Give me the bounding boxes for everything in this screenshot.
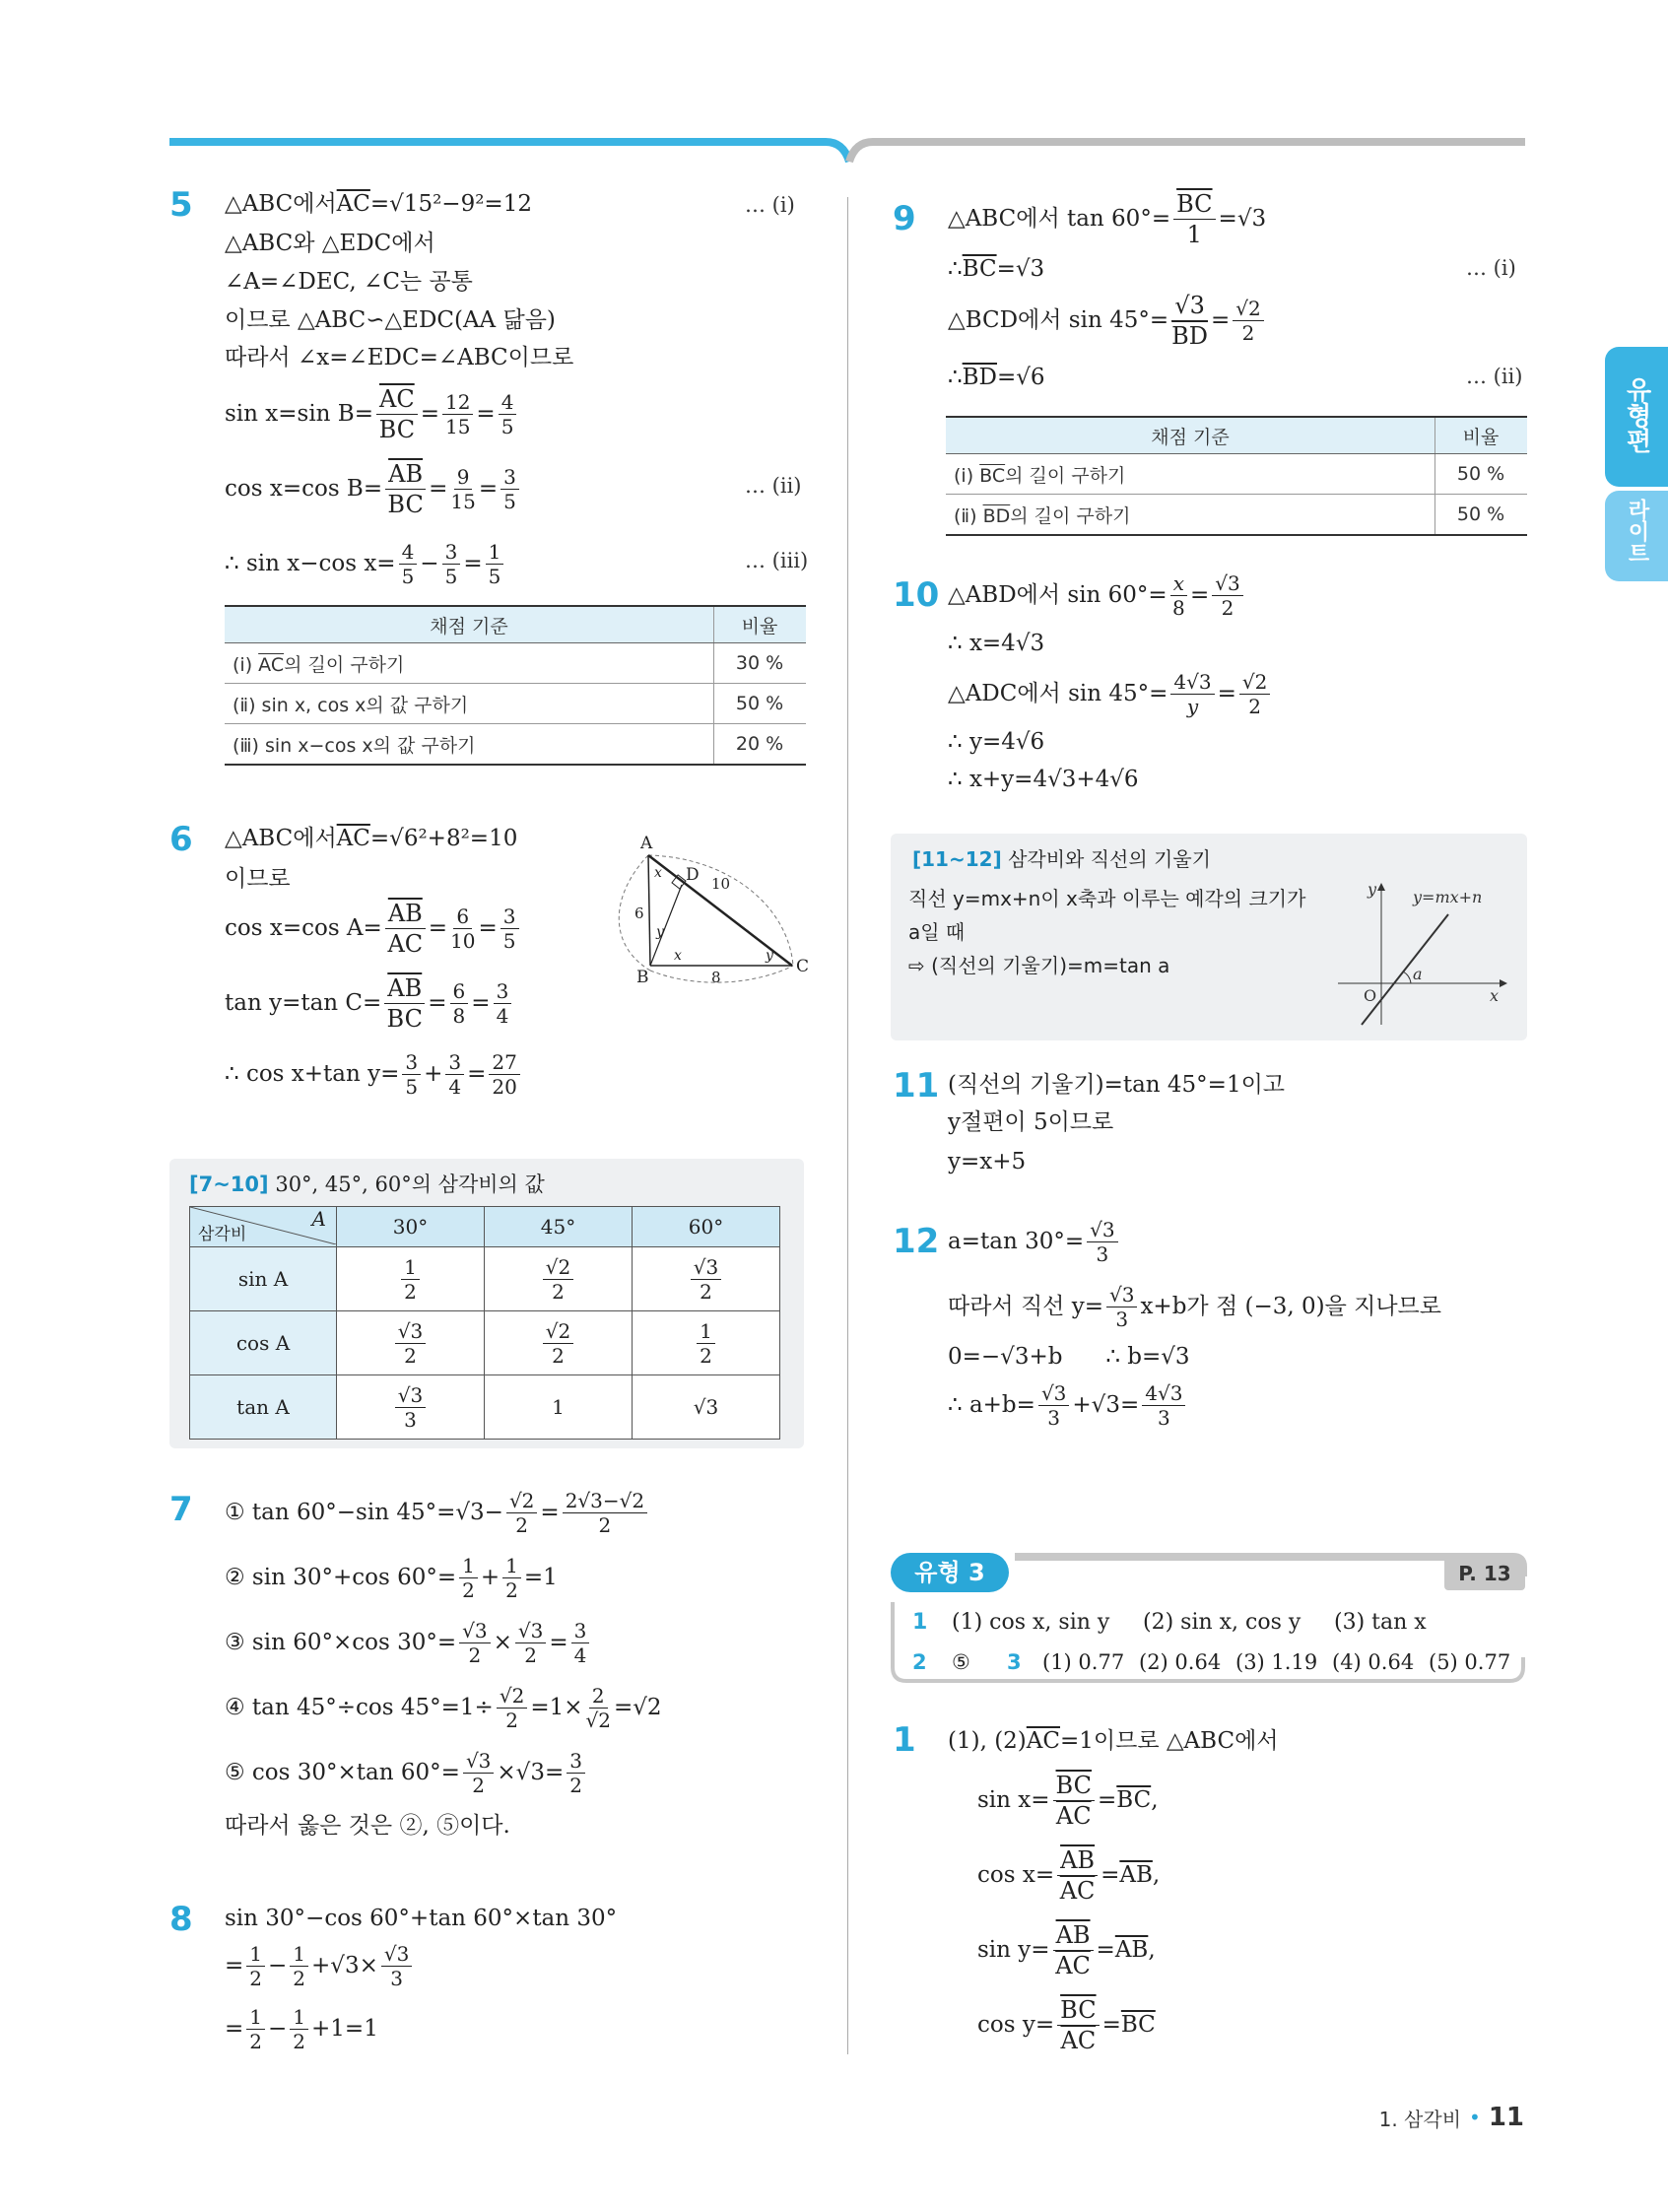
fig-label-c: C bbox=[796, 957, 810, 976]
p7-e-mid: ×√3= bbox=[497, 1760, 565, 1785]
p10-line2: ∴ x=4√3 bbox=[948, 631, 1045, 656]
type3-r2-num: 2 bbox=[912, 1650, 927, 1674]
p7-item1 bbox=[225, 1484, 650, 1541]
p5-res-frac1: $\frac{4}{5}$ bbox=[399, 540, 418, 588]
s1-b-pre: cos x= bbox=[977, 1862, 1055, 1888]
p5-res-frac3: $\frac{1}{5}$ bbox=[486, 540, 504, 588]
p5-res-eq: = bbox=[463, 551, 483, 576]
fig-side-10: 10 bbox=[711, 875, 731, 893]
p10-l3-frac1: $\frac{4√3}{y}$ bbox=[1170, 670, 1214, 718]
trig-corner-a: A bbox=[311, 1207, 326, 1231]
p5-tag3: … (ⅲ) bbox=[745, 549, 809, 572]
table-row: cos A $\frac{√3}{2}$ $\frac{√2}{2}$ $\frac{1}{2}$ bbox=[190, 1311, 780, 1375]
table-row: tan A $\frac{√3}{3}$ 1 √3 bbox=[190, 1375, 780, 1440]
p8-l2-op: − bbox=[268, 1953, 288, 1978]
type3-r3-e: (5) 0.77 bbox=[1429, 1650, 1511, 1674]
p10-line3 bbox=[948, 664, 1273, 723]
p7-a-frac2: $\frac{2√3-√2}{2}$ bbox=[563, 1489, 647, 1537]
s1-a-comma: , bbox=[1151, 1787, 1159, 1813]
p6-res-op: + bbox=[424, 1061, 443, 1087]
trig-title-num: [7~10] bbox=[189, 1173, 269, 1196]
s1-a-eq: = bbox=[1097, 1787, 1117, 1813]
p12-l2-pre: 따라서 직선 y= bbox=[948, 1294, 1103, 1319]
p5-sin-pre: sin x=sin B= bbox=[225, 401, 373, 427]
p9-l3-pre: △BCD에서 sin 45°= bbox=[948, 307, 1169, 333]
p8-l3-post: +1=1 bbox=[311, 2016, 378, 2042]
p5-cos-eq2: = bbox=[478, 476, 499, 502]
s1-c-eq: = bbox=[1096, 1937, 1115, 1963]
p5-sin-frac3: $\frac{4}{5}$ bbox=[499, 390, 517, 438]
slope-line2: a일 때 bbox=[908, 920, 966, 944]
trig-col-30: 30° bbox=[337, 1207, 485, 1247]
graph-y-label: y bbox=[1368, 880, 1377, 899]
p9-th-criteria: 채점 기준 bbox=[946, 417, 1435, 454]
s1-d-frac: $\frac{\overline{BC}}{AC}$ bbox=[1057, 1995, 1099, 2055]
p6-res-pre: ∴ cos x+tan y= bbox=[225, 1061, 400, 1087]
p8-l3-frac2: $\frac{1}{2}$ bbox=[290, 2005, 308, 2053]
p6-cos-pre: cos x=cos A= bbox=[225, 915, 382, 941]
table-row: (ⅰ) $\overline{AC}$의 길이 구하기 30 % bbox=[225, 643, 806, 684]
p12-line1 bbox=[948, 1212, 1121, 1271]
p6-tan-eq1: = bbox=[428, 990, 447, 1016]
p10-l1-frac2: $\frac{√3}{2}$ bbox=[1212, 571, 1242, 620]
p12-l2-frac: $\frac{√3}{3}$ bbox=[1106, 1283, 1137, 1331]
p10-l3-eq: = bbox=[1217, 681, 1236, 706]
graph-x-label: x bbox=[1490, 986, 1500, 1005]
p8-l2-frac2: $\frac{1}{2}$ bbox=[290, 1942, 308, 1990]
slope-graph bbox=[1330, 877, 1517, 1035]
p5-result-line bbox=[225, 536, 506, 591]
side-tab-upper[interactable] bbox=[1605, 347, 1668, 487]
p6-result-line bbox=[225, 1046, 523, 1102]
s1-a-res: $\overline{BC}$ bbox=[1116, 1787, 1152, 1813]
p5-th-ratio: 비율 bbox=[714, 606, 807, 643]
p5-cos-frac3: $\frac{3}{5}$ bbox=[500, 465, 519, 513]
p5-tag1: … (ⅰ) bbox=[745, 193, 795, 217]
p9-l3-eq: = bbox=[1211, 307, 1231, 333]
fig-side-6: 6 bbox=[634, 905, 644, 922]
p7-item5 bbox=[225, 1744, 588, 1801]
p12-line4 bbox=[948, 1375, 1188, 1435]
p7-b-post: =1 bbox=[523, 1565, 558, 1590]
p6-res-frac2: $\frac{3}{4}$ bbox=[445, 1050, 464, 1099]
fig-side-8: 8 bbox=[711, 969, 721, 986]
p8-l2-mid: +√3× bbox=[311, 1953, 378, 1978]
slope-line1: 직선 y=mx+n이 x축과 이루는 예각의 크기가 bbox=[908, 887, 1306, 910]
table-row: sin A $\frac{1}{2}$ $\frac{√2}{2}$ $\frac{√3}{2}$ bbox=[190, 1247, 780, 1311]
table-row: (ⅱ) $\overline{BD}$의 길이 구하기 50 % bbox=[946, 495, 1527, 536]
trig-col-45: 45° bbox=[485, 1207, 633, 1247]
p7-a-frac1: $\frac{√2}{2}$ bbox=[506, 1489, 537, 1537]
p7-a-pre: ① tan 60°−sin 45°=√3− bbox=[225, 1500, 503, 1525]
fig-angle-y2: y bbox=[766, 948, 773, 964]
p7-d-mid: =1× bbox=[530, 1695, 583, 1720]
p7-d-post: =√2 bbox=[613, 1695, 662, 1720]
p6-tan-frac3: $\frac{3}{4}$ bbox=[494, 979, 512, 1028]
s1-b-res: $\overline{AB}$ bbox=[1119, 1862, 1153, 1888]
p6-cos-line bbox=[225, 899, 522, 958]
type3-r1-b: (2) sin x, cos y bbox=[1143, 1610, 1301, 1635]
side-tab-lower-label: 라이트 bbox=[1625, 499, 1649, 564]
p5-cos-frac1: $\frac{\overline{AB}}{BC}$ bbox=[385, 459, 426, 519]
p10-line4: ∴ y=4√6 bbox=[948, 729, 1045, 755]
p10-l3-frac2: $\frac{√2}{2}$ bbox=[1239, 670, 1270, 718]
p9-l1-post: =√3 bbox=[1218, 206, 1267, 232]
p9-l3-frac1: $\frac{√3}{BD}$ bbox=[1171, 291, 1209, 350]
p5-sin-eq1: = bbox=[420, 401, 439, 427]
p9-line2 bbox=[948, 254, 1044, 284]
p6-cos-frac2: $\frac{6}{10}$ bbox=[450, 904, 476, 953]
p9-line4 bbox=[948, 363, 1045, 392]
p12-line2 bbox=[948, 1277, 1441, 1336]
p5-th-criteria: 채점 기준 bbox=[225, 606, 714, 643]
s1-sin-x bbox=[977, 1770, 1159, 1831]
trig-title: 30°, 45°, 60°의 삼각비의 값 bbox=[275, 1173, 545, 1196]
p9-l3-frac2: $\frac{√2}{2}$ bbox=[1233, 297, 1263, 345]
trig-col-60: 60° bbox=[633, 1207, 780, 1247]
p10-l1-frac1: $\frac{x}{8}$ bbox=[1170, 571, 1187, 620]
s1-cos-y bbox=[977, 1994, 1156, 2055]
p12-l4-frac2: $\frac{4√3}{3}$ bbox=[1142, 1381, 1185, 1430]
type3-r1-c: (3) tan x bbox=[1334, 1610, 1427, 1635]
s1-c-pre: sin y= bbox=[977, 1937, 1050, 1963]
p5-res-pre: ∴ sin x−cos x= bbox=[225, 551, 396, 576]
p6-cos-eq1: = bbox=[428, 915, 448, 941]
p6-tan-pre: tan y=tan C= bbox=[225, 990, 382, 1016]
fig-label-a: A bbox=[640, 834, 653, 853]
fig-angle-x1: x bbox=[654, 865, 662, 881]
p9-l2-post: =√3 bbox=[996, 256, 1045, 282]
column-divider bbox=[847, 197, 848, 2054]
problem-7-number: 7 bbox=[169, 1490, 193, 1529]
p8-l3-pre: = bbox=[225, 2016, 244, 2042]
p10-l3-pre: △ADC에서 sin 45°= bbox=[948, 681, 1168, 706]
p8-l3-op: − bbox=[268, 2016, 288, 2042]
p6-line1-text: △ABC에서 bbox=[225, 826, 337, 851]
p7-b-frac2: $\frac{1}{2}$ bbox=[502, 1554, 521, 1602]
p5-cos-pre: cos x=cos B= bbox=[225, 476, 383, 502]
fig-angle-x2: x bbox=[674, 948, 682, 964]
footer-bullet: • bbox=[1469, 2106, 1481, 2129]
s1-d-res: $\overline{BC}$ bbox=[1120, 2012, 1156, 2038]
p6-triangle-figure bbox=[601, 828, 818, 995]
p7-e-frac2: $\frac{3}{2}$ bbox=[567, 1749, 585, 1797]
p5-sin-frac1: $\frac{\overline{AC}}{BC}$ bbox=[376, 384, 418, 444]
p10-line1 bbox=[948, 566, 1246, 625]
type3-badge: 유형 3 bbox=[891, 1553, 1009, 1592]
p7-c-frac3: $\frac{3}{4}$ bbox=[571, 1619, 590, 1667]
p8-l2-frac1: $\frac{1}{2}$ bbox=[246, 1942, 265, 1990]
s1-seg-ac: $\overline{AC}$ bbox=[1026, 1728, 1060, 1754]
s1-line1 bbox=[948, 1726, 1279, 1756]
p12-line3: 0=−√3+b ∴ b=√3 bbox=[948, 1344, 1190, 1370]
table-row: (ⅲ) sin x−cos x의 값 구하기 20 % bbox=[225, 724, 806, 766]
p10-l1-eq: = bbox=[1190, 582, 1210, 608]
p11-line1: (직선의 기울기)=tan 45°=1이고 bbox=[948, 1072, 1286, 1098]
p7-c-frac2: $\frac{√3}{2}$ bbox=[515, 1619, 546, 1667]
p7-item2 bbox=[225, 1549, 558, 1606]
p7-d-frac2: $\frac{2}{√2}$ bbox=[585, 1683, 611, 1732]
p7-b-frac1: $\frac{1}{2}$ bbox=[459, 1554, 478, 1602]
p7-item3 bbox=[225, 1614, 592, 1671]
p5-cos-frac2: $\frac{9}{15}$ bbox=[450, 464, 476, 513]
problem-12-number: 12 bbox=[893, 1222, 940, 1261]
s1-l1-pre: (1), (2) bbox=[948, 1728, 1027, 1754]
side-tab-lower[interactable] bbox=[1605, 491, 1668, 581]
problem-6-number: 6 bbox=[169, 820, 193, 859]
fig-label-b: B bbox=[636, 968, 649, 987]
p5-seg-ac: $\overline{AC}$ bbox=[336, 191, 370, 217]
s1-cos-x bbox=[977, 1844, 1160, 1906]
p9-tag1: … (ⅰ) bbox=[1466, 256, 1516, 280]
p5-res-op: − bbox=[420, 551, 439, 576]
slope-title-num: [11~12] bbox=[912, 847, 1002, 871]
type3-r3-b: (2) 0.64 bbox=[1139, 1650, 1222, 1674]
p5-sin-frac2: $\frac{12}{15}$ bbox=[442, 390, 473, 438]
p7-d-frac1: $\frac{√2}{2}$ bbox=[497, 1684, 527, 1732]
p6-seg-ac: $\overline{AC}$ bbox=[336, 826, 370, 851]
p9-l4-post: =√6 bbox=[996, 365, 1045, 390]
problem-11-number: 11 bbox=[893, 1066, 940, 1106]
p5-scoring-table bbox=[225, 605, 806, 766]
p12-l4-mid: +√3= bbox=[1072, 1392, 1140, 1418]
type3-page-ref[interactable]: P. 13 bbox=[1444, 1557, 1525, 1590]
s1-a-pre: sin x= bbox=[977, 1787, 1050, 1813]
type3-r3-d: (4) 0.64 bbox=[1332, 1650, 1415, 1674]
p9-seg-bd: $\overline{BD}$ bbox=[962, 365, 997, 390]
p8-l2-frac3: $\frac{√3}{3}$ bbox=[381, 1942, 412, 1990]
p5-tag2: … (ⅱ) bbox=[745, 474, 802, 498]
s1-b-comma: , bbox=[1152, 1862, 1161, 1888]
p9-seg-bc: $\overline{BC}$ bbox=[962, 256, 997, 282]
p7-c-op: × bbox=[493, 1630, 512, 1655]
p6-cos-frac1: $\frac{\overline{AB}}{AC}$ bbox=[385, 899, 426, 959]
p6-res-frac1: $\frac{3}{5}$ bbox=[402, 1050, 421, 1099]
p9-tag2: … (ⅱ) bbox=[1466, 365, 1523, 388]
fig-label-d: D bbox=[686, 865, 700, 885]
p7-c-pre: ③ sin 60°×cos 30°= bbox=[225, 1630, 457, 1655]
p12-l4-pre: ∴ a+b= bbox=[948, 1392, 1035, 1418]
header-bar bbox=[0, 128, 1668, 168]
type3-r2-val: ⑤ bbox=[952, 1650, 970, 1674]
p9-l2-pre: ∴ bbox=[948, 256, 963, 282]
p9-scoring-table bbox=[946, 416, 1527, 536]
footer-chapter: 1. 삼각비 bbox=[1378, 2107, 1462, 2131]
type3-r3-a: (1) 0.77 bbox=[1042, 1650, 1125, 1674]
p5-sin-line bbox=[225, 384, 519, 443]
p9-th-ratio: 비율 bbox=[1435, 417, 1528, 454]
trig-corner bbox=[190, 1207, 337, 1247]
footer-page-number: 11 bbox=[1488, 2103, 1524, 2132]
s1-sin-y bbox=[977, 1919, 1156, 1980]
type3-row1 bbox=[912, 1608, 1427, 1638]
fig-angle-y1: y bbox=[656, 924, 664, 940]
s1-d-eq: = bbox=[1101, 2012, 1121, 2038]
type3-r1-num: 1 bbox=[912, 1610, 928, 1635]
table-row: (ⅱ) sin x, cos x의 값 구하기 50 % bbox=[225, 684, 806, 724]
problem-8-number: 8 bbox=[169, 1900, 193, 1939]
trig-panel-title bbox=[189, 1169, 545, 1198]
trig-table bbox=[189, 1206, 780, 1440]
p6-tan-eq2: = bbox=[471, 990, 491, 1016]
type3-row2 bbox=[912, 1647, 1510, 1677]
p5-cos-line bbox=[225, 459, 522, 518]
s1-a-frac: $\frac{\overline{BC}}{AC}$ bbox=[1053, 1771, 1095, 1831]
s1-l1-post: =1이므로 △ABC에서 bbox=[1060, 1728, 1279, 1754]
type3-r3-c: (3) 1.19 bbox=[1235, 1650, 1318, 1674]
p5-line1-text: △ABC에서 bbox=[225, 191, 337, 217]
p6-tan-line bbox=[225, 973, 514, 1033]
p7-item4 bbox=[225, 1679, 662, 1736]
p5-line2: △ABC와 △EDC에서 bbox=[225, 231, 435, 256]
s1-c-comma: , bbox=[1148, 1937, 1156, 1963]
p10-l1-pre: △ABD에서 sin 60°= bbox=[948, 582, 1168, 608]
p10-line5: ∴ x+y=4√3+4√6 bbox=[948, 767, 1139, 792]
p12-l2-post: x+b가 점 (−3, 0)을 지나므로 bbox=[1140, 1294, 1441, 1319]
s1-d-pre: cos y= bbox=[977, 2012, 1055, 2038]
p5-sin-eq2: = bbox=[476, 401, 496, 427]
p9-line3 bbox=[948, 290, 1267, 351]
p8-line1: sin 30°−cos 60°+tan 60°×tan 30° bbox=[225, 1906, 618, 1931]
p5-line3: ∠A=∠DEC, ∠C는 공통 bbox=[225, 269, 473, 295]
p6-line1-eq: =√6²+8²=10 bbox=[369, 826, 518, 851]
p7-d-pre: ④ tan 45°÷cos 45°=1÷ bbox=[225, 1695, 494, 1720]
p5-res-frac2: $\frac{3}{5}$ bbox=[442, 540, 461, 588]
type3-r3-num: 3 bbox=[1007, 1650, 1022, 1674]
table-row: (ⅰ) $\overline{BC}$의 길이 구하기 50 % bbox=[946, 454, 1527, 495]
solution-1-number: 1 bbox=[893, 1720, 916, 1760]
p8-line3 bbox=[225, 2000, 378, 2057]
p9-l1-pre: △ABC에서 tan 60°= bbox=[948, 206, 1171, 232]
graph-angle-a: a bbox=[1413, 965, 1423, 983]
p7-e-pre: ⑤ cos 30°×tan 60°= bbox=[225, 1760, 460, 1785]
p12-l4-frac1: $\frac{√3}{3}$ bbox=[1038, 1381, 1069, 1430]
p7-c-eq: = bbox=[549, 1630, 568, 1655]
problem-10-number: 10 bbox=[893, 575, 940, 615]
p9-line1 bbox=[948, 189, 1266, 248]
page-footer bbox=[1379, 2103, 1524, 2132]
p5-line4: 이므로 △ABC∽△EDC(AA 닮음) bbox=[225, 307, 556, 333]
problem-5-number: 5 bbox=[169, 185, 193, 225]
p7-conclusion: 따라서 옳은 것은 ②, ⑤이다. bbox=[225, 1813, 510, 1839]
p6-tan-frac2: $\frac{6}{8}$ bbox=[450, 979, 469, 1028]
p9-l4-pre: ∴ bbox=[948, 365, 963, 390]
s1-b-frac: $\frac{\overline{AB}}{AC}$ bbox=[1057, 1845, 1098, 1906]
p7-b-op: + bbox=[480, 1565, 500, 1590]
s1-b-eq: = bbox=[1101, 1862, 1120, 1888]
p7-e-frac1: $\frac{√3}{2}$ bbox=[463, 1749, 494, 1797]
p6-cos-eq2: = bbox=[478, 915, 498, 941]
p5-line1 bbox=[225, 189, 532, 219]
type3-r1-a: (1) cos x, sin y bbox=[952, 1610, 1110, 1635]
s1-c-res: $\overline{AB}$ bbox=[1114, 1937, 1149, 1963]
p7-b-pre: ② sin 30°+cos 60°= bbox=[225, 1565, 457, 1590]
slope-title: 삼각비와 직선의 기울기 bbox=[1008, 847, 1211, 871]
p8-line2 bbox=[225, 1937, 415, 1994]
p6-cos-frac3: $\frac{3}{5}$ bbox=[500, 905, 519, 953]
p7-a-eq: = bbox=[540, 1500, 560, 1525]
p6-tan-frac1: $\frac{\overline{AB}}{BC}$ bbox=[384, 973, 425, 1034]
slope-panel-title bbox=[912, 843, 1211, 872]
p8-l2-pre: = bbox=[225, 1953, 244, 1978]
p12-l1-frac: $\frac{√3}{3}$ bbox=[1087, 1218, 1117, 1266]
slope-line3: ⇨ (직선의 기울기)=m=tan a bbox=[908, 954, 1170, 977]
side-tab-upper-label: 유형편 bbox=[1622, 376, 1651, 453]
p6-line2: 이므로 bbox=[225, 866, 291, 892]
graph-origin: O bbox=[1364, 986, 1377, 1005]
p12-l1-pre: a=tan 30°= bbox=[948, 1229, 1085, 1254]
p6-res-frac3: $\frac{27}{20}$ bbox=[489, 1050, 519, 1099]
p5-line5: 따라서 ∠x=∠EDC=∠ABC이므로 bbox=[225, 345, 574, 370]
p5-cos-eq1: = bbox=[429, 476, 448, 502]
p11-line2: y절편이 5이므로 bbox=[948, 1109, 1114, 1135]
p11-line3: y=x+5 bbox=[948, 1149, 1027, 1174]
p6-line1 bbox=[225, 824, 517, 853]
p7-c-frac1: $\frac{√3}{2}$ bbox=[459, 1619, 490, 1667]
s1-c-frac: $\frac{\overline{AB}}{AC}$ bbox=[1053, 1920, 1094, 1980]
problem-9-number: 9 bbox=[893, 199, 916, 238]
p6-res-eq: = bbox=[467, 1061, 487, 1087]
graph-line-eq: y=mx+n bbox=[1413, 888, 1483, 906]
p5-line1-eq: =√15²−9²=12 bbox=[369, 191, 532, 217]
trig-corner-b: 삼각비 bbox=[198, 1225, 247, 1244]
p8-l3-frac1: $\frac{1}{2}$ bbox=[246, 2005, 265, 2053]
p9-l1-frac: $\frac{\overline{BC}}{1}$ bbox=[1173, 189, 1215, 249]
